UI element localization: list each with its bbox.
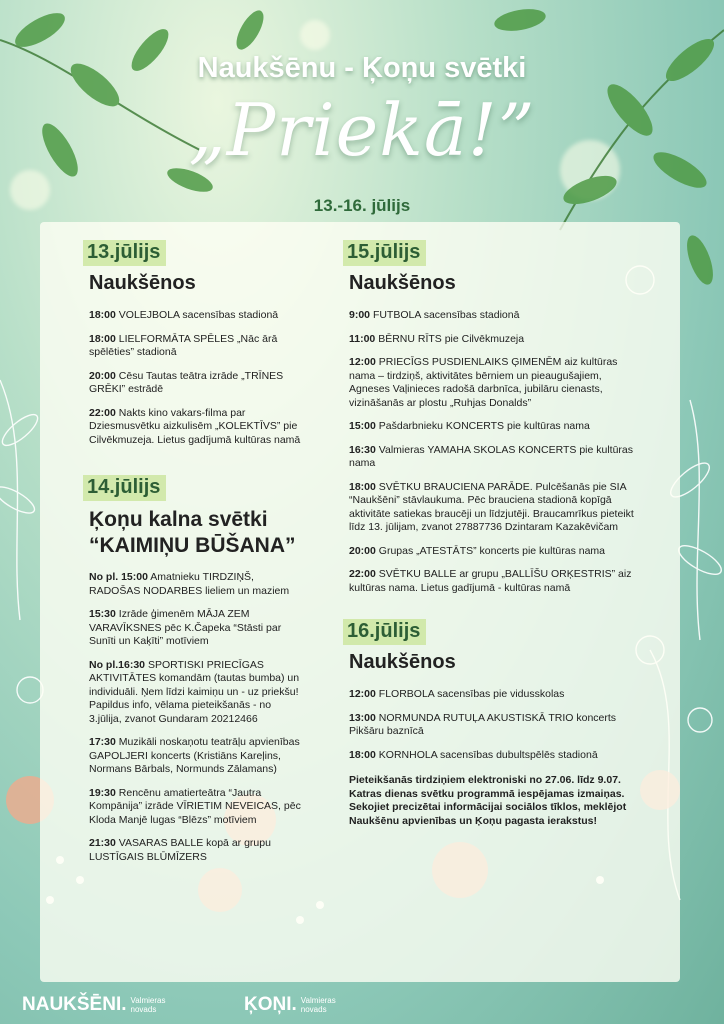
day-14	[89, 475, 304, 864]
day-date: 16.jūlijs	[343, 619, 426, 645]
event-item: 18:00 VOLEJBOLA sacensības stadionā	[89, 309, 279, 321]
event-item: 22:00 SVĒTKU BALLE ar grupu „BALLĪŠU ORĶESTRIS” aiz kultūras nama. Lietus gadījumā - kultūras namā	[349, 568, 632, 594]
right-column	[349, 240, 634, 828]
logo-subtitle: Valmieras novads	[130, 995, 166, 1014]
day-place: Ķoņu kalna svētki “KAIMIŅU BŪŠANA”	[89, 508, 296, 557]
festival-title: Naukšēnu - Ķoņu svētki	[197, 52, 527, 84]
event-item: 15:30 Izrāde ģimenēm MĀJA ZEM VARAVĪKSNES pēc K.Čapeka “Stāsti par Sunīti un Kaķīti” motīviem	[89, 608, 282, 647]
slogan: „Priekā!”	[188, 88, 536, 172]
event-item: 15:00 Pašdarbnieku KONCERTS pie kultūras nama	[349, 420, 590, 432]
event-item: 16:30 Valmieras YAMAHA SKOLAS KONCERTS pie kultūras nama	[349, 443, 634, 469]
event-item: 13:00 NORMUNDA RUTUĻA AKUSTISKĀ TRIO koncerts Pikšāru baznīcā	[349, 711, 617, 737]
event-item: 19:30 Rencēnu amatierteātra “Jautra Kompānija” izrāde VĪRIETIM NEVEICAS, pēc Kloda Manjē lugas “Blēzs” motīviem	[89, 786, 301, 826]
day-16	[349, 619, 634, 828]
logo-nauksenu	[22, 994, 166, 1016]
event-item: 18:00 LIELFORMĀTA SPĒLES „Nāc ārā spēlēties” stadionā	[89, 332, 278, 358]
event-item: 18:00 KORNHOLA sacensības dubultspēlēs stadionā	[349, 748, 598, 761]
event-item: 18:00 SVĒTKU BRAUCIENA PARĀDE. Pulcēšanās pie SIA “Naukšēni” stāvlaukuma. Pēc brauciena stadionā kopīgā aktivitāte satiekas braucēji un līdzjutēji. Braucamrīkus pieteikt līdz 13. jūlijam, zvanot 27887736 Dzintaram Kazakēvičam	[349, 480, 634, 533]
registration-notice: Pieteikšanās tirdziņiem elektroniski no 27.06. līdz 9.07. Katras dienas svētku programmā iespējamas izmaiņas. Sekojiet precizētai informācijai sociālos tīklos, meklējot Naukšēnu apvienības un Ķoņu pagasta ierakstus!	[349, 774, 627, 827]
day-place: Naukšēnos	[89, 272, 196, 294]
logo-text: NAUKŠĒNI.	[22, 994, 127, 1015]
event-item: 12:00 PRIECĪGS PUSDIENLAIKS ĢIMENĒM aiz kultūras nama – tirdziņš, aktivitātes bērniem un pieaugušajiem, Agneses Vaļinieces radošā darbnīca, jubilāru cienasts, vizināšanās ar plostu „Ruhjas Donalds”	[349, 356, 618, 409]
event-item: 9:00 FUTBOLA sacensības stadionā	[349, 309, 520, 321]
event-item: 20:00 Cēsu Tautas teātra izrāde „TRĪNES GRĒKI” estrādē	[89, 369, 284, 395]
event-item: 20:00 Grupas „ATESTĀTS” koncerts pie kultūras nama	[349, 544, 605, 557]
event-item: 12:00 FLORBOLA sacensības pie vidusskolas	[349, 688, 565, 700]
logo-konu	[244, 994, 336, 1016]
event-item: 22:00 Nakts kino vakars-filma par Dziesmusvētku aizkulisēm „KOLEKTĪVS” pie Cilvēkmuzeja. Lietus gadījumā kultūras namā	[89, 406, 301, 446]
event-item: No pl.16:30 SPORTISKI PRIECĪGAS AKTIVITĀTES komandām (tautas bumba) un individuāli. Ņem līdzi kaimiņu un - uz priekšu! Papildus info, vēlama pieteikšanās - no 3.jūlija, zvanot Gundaram 20212466	[89, 658, 300, 725]
logo-text: ĶOŅI.	[244, 994, 297, 1015]
event-item: 11:00 BĒRNU RĪTS pie Cilvēkmuzeja	[349, 332, 525, 345]
day-place: Naukšēnos	[349, 651, 456, 673]
left-column	[89, 240, 304, 874]
day-15	[349, 240, 634, 595]
festival-dates: 13.-16. jūlijs	[313, 196, 411, 215]
day-date: 13.jūlijs	[83, 240, 166, 266]
day-date: 15.jūlijs	[343, 240, 426, 266]
event-item: No pl. 15:00 Amatnieku TIRDZIŅŠ, RADOŠAS NODARBES lieliem un maziem	[89, 571, 290, 597]
day-place: Naukšēnos	[349, 272, 456, 294]
logo-subtitle: Valmieras novads	[300, 995, 336, 1014]
event-item: 17:30 Muzikāli noskaņotu teatrāļu apvienības GAPOLJERI koncerts (Kristiāns Kareļins, Normans Bārbals, Normunds Zālamans)	[89, 736, 300, 775]
day-date: 14.jūlijs	[83, 475, 166, 501]
day-13	[89, 240, 304, 447]
event-item: 21:30 VASARAS BALLE kopā ar grupu LUSTĪGAIS BLŪMĪZERS	[89, 837, 271, 863]
